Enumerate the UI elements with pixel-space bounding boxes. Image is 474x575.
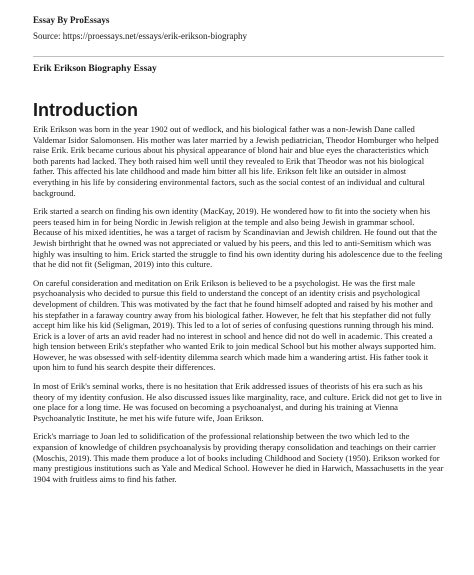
section-heading-introduction: Introduction [33, 100, 138, 120]
paragraph-1: Erik Erikson was born in the year 1902 out of wedlock, and his biological father was a non-Jewish Dane called Valdemar Isidor Salomonsen. His mother was later married by a Jewish pediatrician, Theodor Homburger who helped raise Erik. Erik became curious about his physical appearance of blond hair and blue eyes the characteristics which both parents had lacked. They both raised him well until they revealed to Erik that Theodor was not his biological father. This affected his late childhood and made him bitter all his life. Erikson felt like an outsider in almost everything in his life by considering environmental factors, such as the social contest of an individual and cultural background. [33, 124, 439, 198]
paragraph-3: On careful consideration and meditation on Erik Erikson is believed to be a psychologist. He was the first male psychoanalysis who decided to pursue this field to understand the concept of an identity crisis and psychological development of children. This was motivated by the fact that he found himself adopted and raised by his mother and his stepfather in a faraway country away from his biological father. However, he felt that his stepfather did not fully accept him like his kid (Seligman, 2019). This led to a lot of series of confusing questions running through his mind. Erick is a lover of arts an avid reader had no interest in school and hence did not do well in academic. This created a high tension between Erik's stepfather who wanted Erik to join medical School but his mother always supported him. However, he was obsessed with self-identity dilemma search which made him a wandering artist. His father took it upon him to fund his search despite their differences. [33, 277, 436, 373]
paragraph-2: Erik started a search on finding his own identity (MacKay, 2019). He wondered how to fit into the society when his peers teased him in for being Nordic in Jewish religion at the temple and also being Jewish in grammar school. Because of his mixed identities, he was a target of racism by Scandinavian and Jewish children. He found out that the Jewish birthright that he owned was not appreciated or valued by his peers, and this led to anti-Semitism which was highly was insulting to him. Erick started the struggle to find his own identity during his adolescence due to the feeling that he did not fit (Seligman, 2019) into this culture. [33, 206, 443, 270]
source-line: Source: https://proessays.net/essays/erik-erikson-biography [33, 31, 247, 41]
paragraph-5: Erick's marriage to Joan led to solidification of the professional relationship between the two which led to the expansion of knowledge of children psychoanalysis by providing therapy consolidation and teachings on their carrier (Moschis, 2019). This made them produce a lot of books including Childhood and Society (1950). Erikson worked for many prestigious institutions such as Yale and Medical School. However he died in Harwich, Massachusetts in the year 1904 with fruitless aims to find his father. [33, 431, 444, 484]
essay-title: Erik Erikson Biography Essay [33, 64, 157, 74]
paragraph-4: In most of Erik's seminal works, there is no hesitation that Erik addressed issues of theorists of his era such as his theory of my identity confusion. He also discussed issues like marginality, race, and culture. Erick did not get to live in one place for a long time. He was focused on becoming a psychoanalyst, and during his training at Vienna Psychoanalytic Institute, he met his wife future wife, Joan Erikson. [33, 381, 442, 423]
site-title: Essay By ProEssays [33, 15, 110, 25]
header-divider [33, 56, 444, 57]
